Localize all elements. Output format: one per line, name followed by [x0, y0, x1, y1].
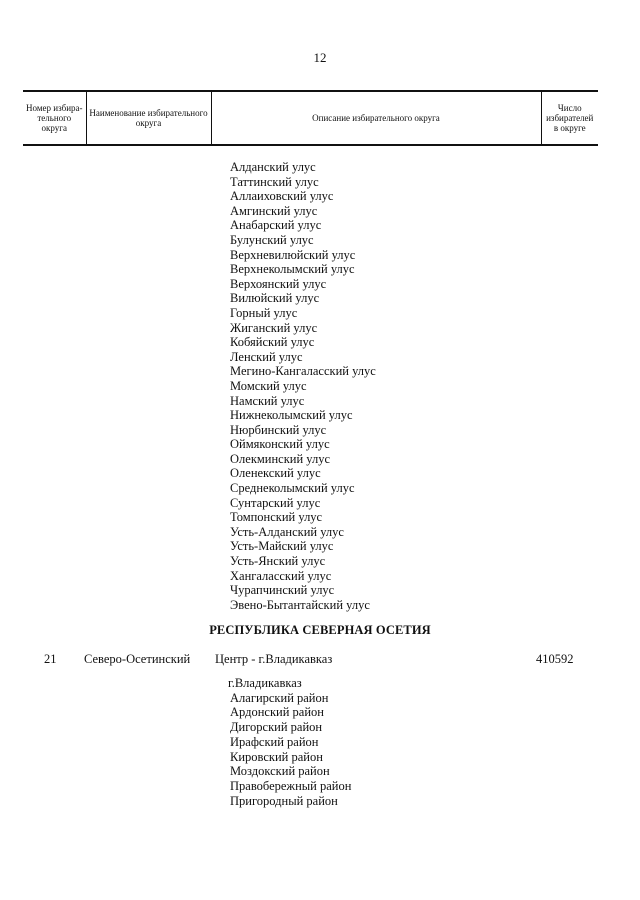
page-number: 12	[313, 50, 327, 65]
list-item: Горный улус	[230, 305, 298, 320]
list-item: Усть-Янский улус	[230, 554, 326, 569]
list-item: Булунский улус	[230, 232, 314, 247]
list-item: Аллаиховский улус	[230, 189, 334, 204]
list-item: Алагирский район	[230, 690, 329, 705]
list-item: Олекминский улус	[230, 451, 331, 466]
list-item: Намский улус	[230, 393, 305, 408]
list-item: Эвено-Бытантайский улус	[230, 597, 370, 612]
list-item: Моздокский район	[230, 764, 330, 779]
header-voters-column: Число избирателей в округе	[541, 91, 598, 145]
list-item: Верхоянский улус	[230, 276, 327, 291]
list-item: Анабарский улус	[230, 218, 322, 233]
list-item: Верхнеколымский улус	[230, 262, 355, 277]
list-item: Мегино-Кангаласский улус	[230, 364, 376, 379]
list-item: Кобяйский улус	[230, 335, 315, 350]
list-item: Правобережный район	[230, 778, 352, 793]
list-item: Пригородный район	[230, 793, 338, 808]
voter-count: 410592	[536, 652, 574, 666]
list-item: Хангаласский улус	[230, 568, 332, 583]
list-item: Ленский улус	[230, 349, 303, 364]
list-item: Вилюйский улус	[230, 291, 320, 306]
region-heading: РЕСПУБЛИКА СЕВЕРНАЯ ОСЕТИЯ	[209, 623, 431, 637]
list-item: Усть-Майский улус	[230, 539, 334, 554]
list-item: Жиганский улус	[230, 320, 318, 335]
list-item: Амгинский улус	[230, 203, 318, 218]
list-item: г.Владикавказ	[228, 676, 302, 690]
district-center: Центр - г.Владикавказ	[215, 652, 333, 666]
district-list	[228, 676, 351, 808]
list-item: Оймяконский улус	[230, 437, 330, 452]
list-item: Дигорский район	[230, 720, 323, 735]
header-description-column: Описание избирательного округа	[211, 91, 541, 145]
list-item: Усть-Алданский улус	[230, 524, 344, 539]
list-item: Нюрбинский улус	[230, 422, 327, 437]
table-header	[23, 90, 598, 146]
list-item: Ардонский район	[230, 705, 324, 720]
list-item: Томпонский улус	[230, 510, 323, 525]
list-item: Кировский район	[230, 749, 323, 764]
list-item: Нижнеколымский улус	[230, 408, 353, 423]
list-item: Чурапчинский улус	[230, 583, 335, 598]
list-item: Момский улус	[230, 378, 307, 393]
list-item: Верхневилюйский улус	[230, 247, 356, 262]
header-number-column: Номер избира-тельного округа	[23, 91, 86, 145]
list-item: Среднеколымский улус	[230, 481, 355, 496]
district-name: Северо-Осетинский	[84, 652, 191, 666]
list-item: Алданский улус	[230, 160, 316, 174]
header-name-column: Наименование избирательного округа	[86, 91, 211, 145]
district-number: 21	[44, 652, 57, 666]
list-item: Ирафский район	[230, 734, 319, 749]
list-item: Сунтарский улус	[230, 495, 321, 510]
list-item: Оленекский улус	[230, 466, 321, 481]
list-item: Таттинский улус	[230, 174, 319, 189]
ulus-list	[230, 160, 376, 612]
